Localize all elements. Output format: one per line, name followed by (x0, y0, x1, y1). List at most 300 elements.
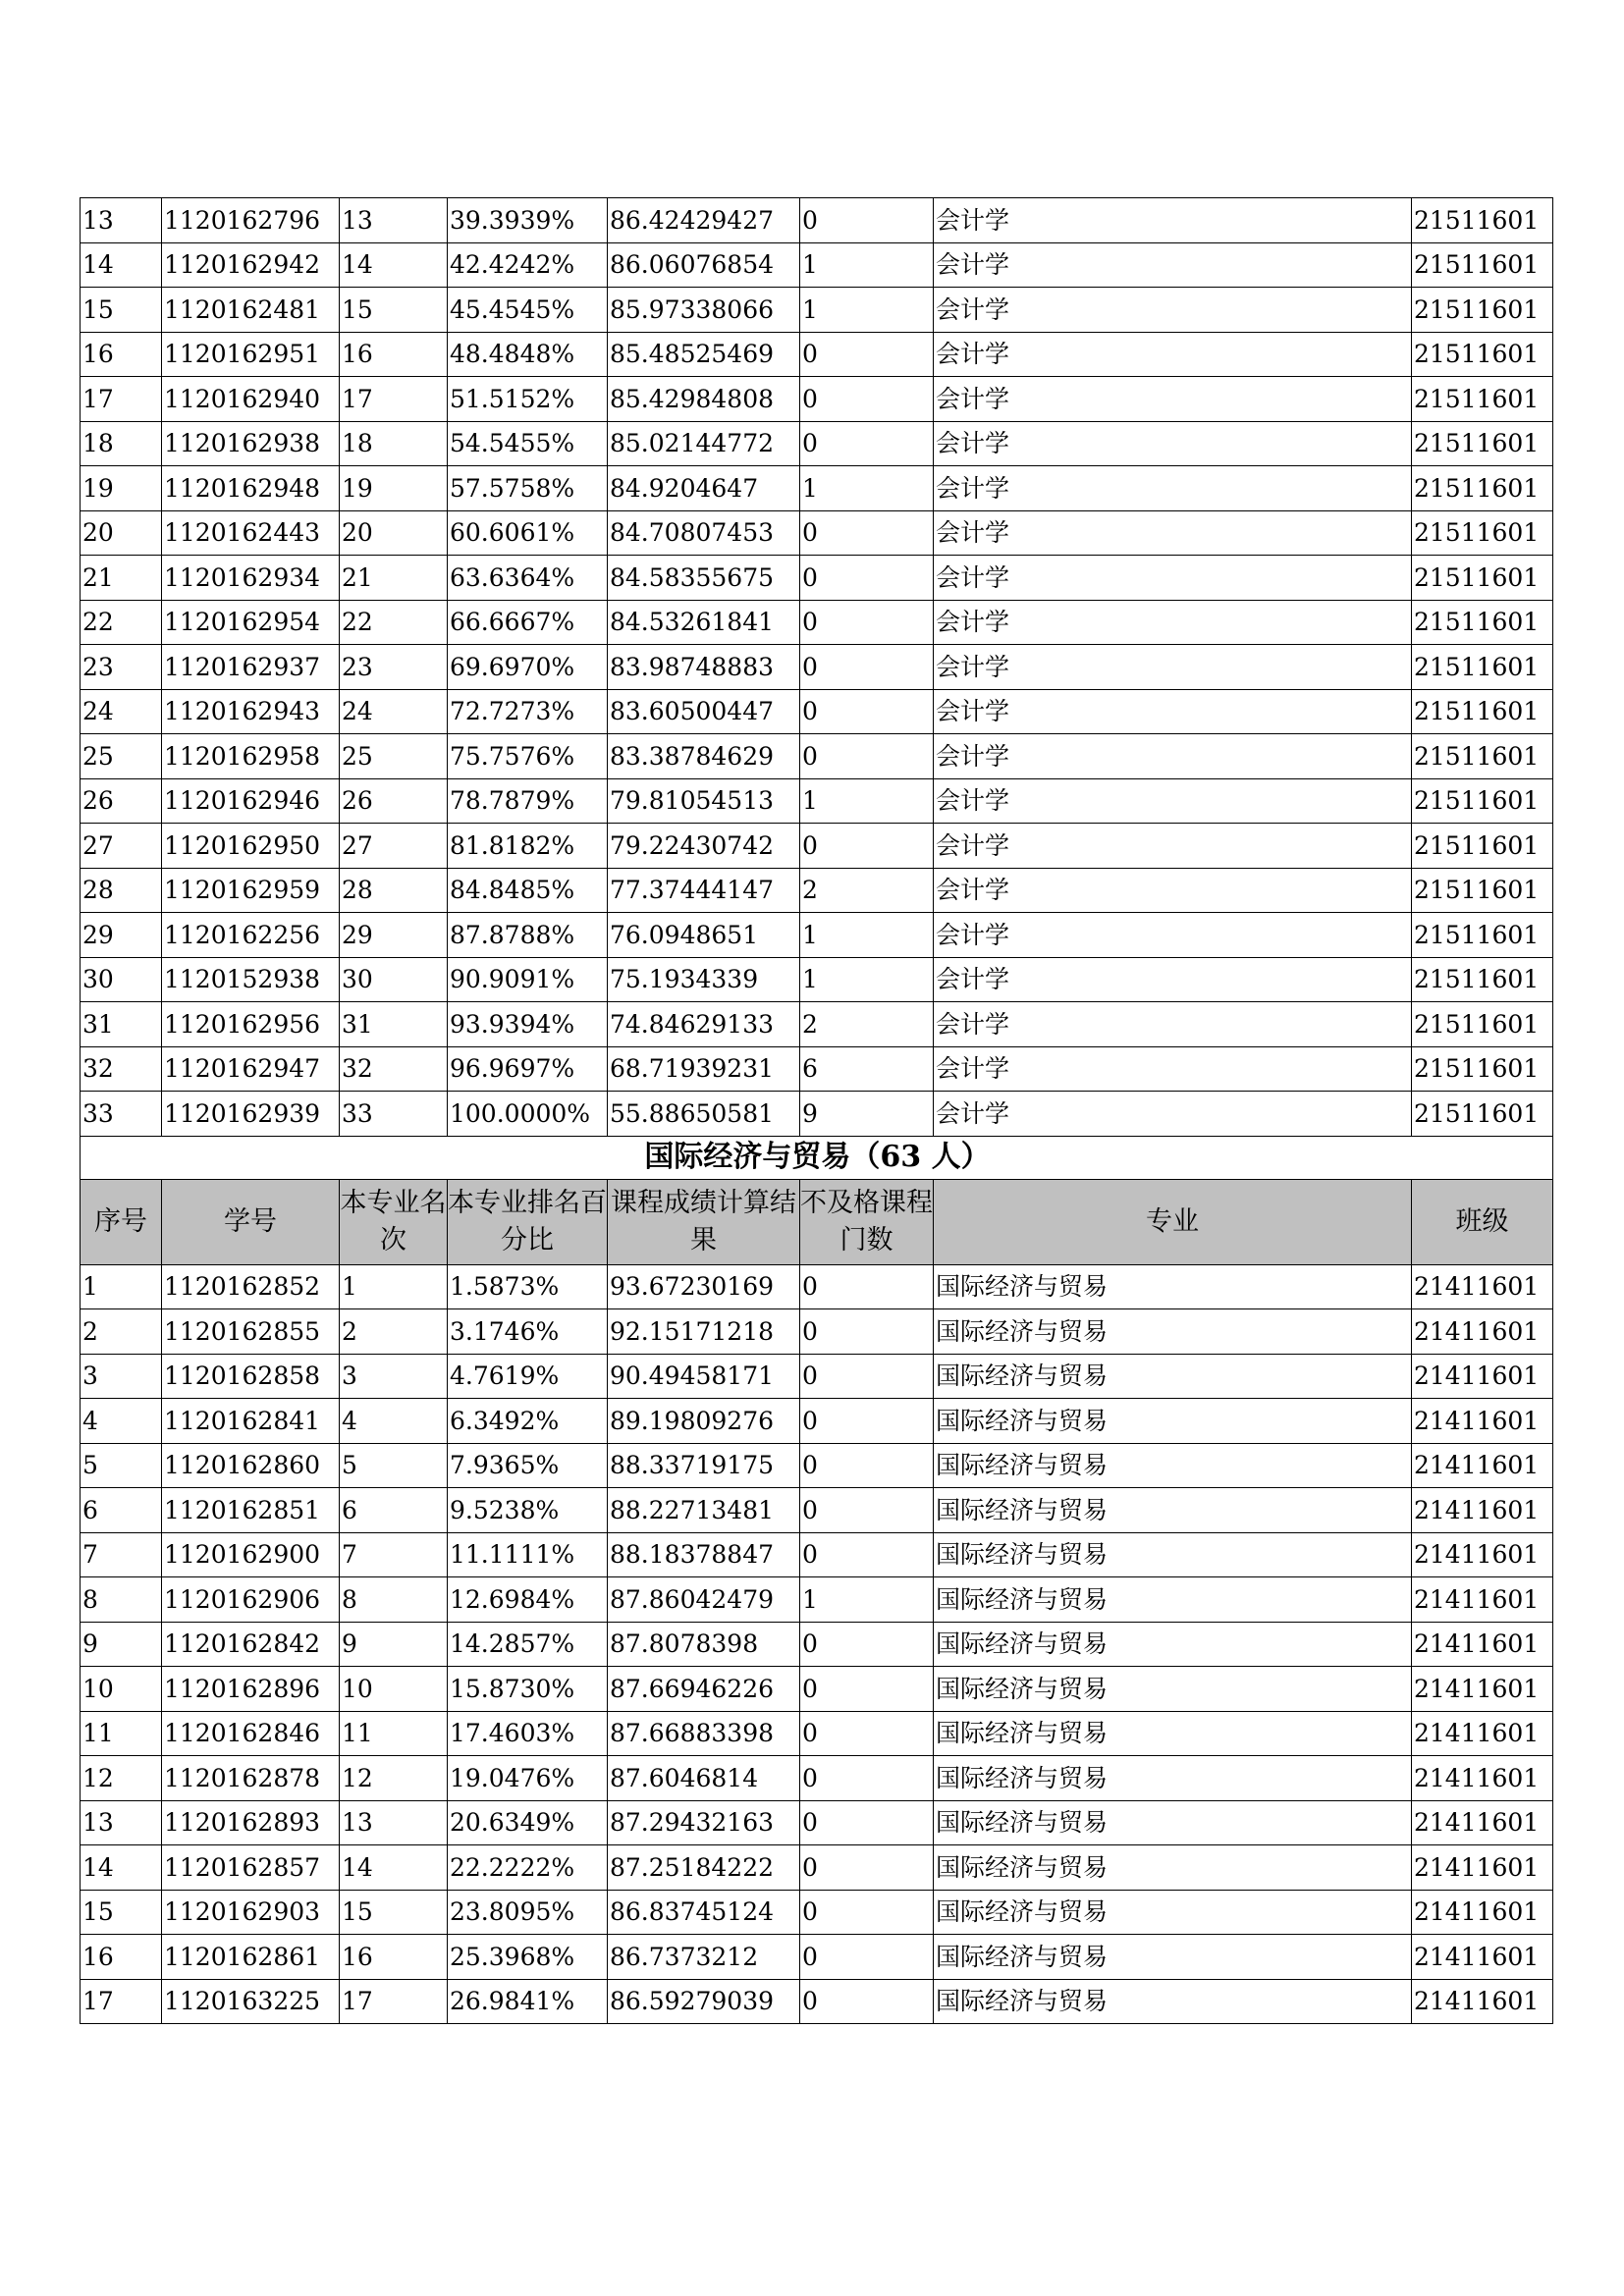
cell-rank-percent: 84.8485% (448, 868, 608, 913)
cell-index: 17 (81, 377, 162, 422)
cell-class: 21411601 (1412, 1488, 1553, 1533)
cell-failed-count: 0 (800, 198, 934, 243)
cell-rank: 17 (340, 377, 448, 422)
cell-class: 21411601 (1412, 1622, 1553, 1667)
cell-score: 88.33719175 (608, 1443, 800, 1488)
cell-major: 会计学 (934, 556, 1412, 601)
cell-major: 国际经济与贸易 (934, 1890, 1412, 1935)
cell-rank-percent: 100.0000% (448, 1092, 608, 1137)
header-class: 班级 (1412, 1179, 1553, 1264)
cell-rank: 26 (340, 778, 448, 824)
table-row (81, 288, 1553, 333)
cell-student-id: 1120162852 (162, 1264, 340, 1309)
table-row (81, 332, 1553, 377)
table-row (81, 1890, 1553, 1935)
table-row (81, 1845, 1553, 1891)
cell-failed-count: 0 (800, 510, 934, 556)
cell-rank: 30 (340, 957, 448, 1002)
cell-rank: 24 (340, 689, 448, 734)
header-major: 专业 (934, 1179, 1412, 1264)
cell-class: 21511601 (1412, 868, 1553, 913)
cell-index: 4 (81, 1399, 162, 1444)
cell-score: 84.53261841 (608, 600, 800, 645)
cell-class: 21411601 (1412, 1309, 1553, 1355)
cell-rank: 28 (340, 868, 448, 913)
cell-rank-percent: 1.5873% (448, 1264, 608, 1309)
cell-failed-count: 0 (800, 1800, 934, 1845)
cell-rank: 15 (340, 288, 448, 333)
cell-failed-count: 0 (800, 734, 934, 779)
cell-score: 86.7373212 (608, 1935, 800, 1980)
cell-rank-percent: 54.5455% (448, 421, 608, 466)
cell-rank: 15 (340, 1890, 448, 1935)
cell-class: 21411601 (1412, 1667, 1553, 1712)
cell-rank-percent: 22.2222% (448, 1845, 608, 1891)
cell-rank: 9 (340, 1622, 448, 1667)
cell-major: 会计学 (934, 778, 1412, 824)
cell-student-id: 1120162796 (162, 198, 340, 243)
cell-student-id: 1120162846 (162, 1711, 340, 1756)
cell-rank-percent: 72.7273% (448, 689, 608, 734)
cell-rank: 16 (340, 1935, 448, 1980)
table-row (81, 1800, 1553, 1845)
cell-major: 会计学 (934, 824, 1412, 869)
cell-rank: 11 (340, 1711, 448, 1756)
table-row (81, 421, 1553, 466)
table-row (81, 1002, 1553, 1047)
cell-major: 国际经济与贸易 (934, 1979, 1412, 2024)
cell-major: 会计学 (934, 1092, 1412, 1137)
cell-index: 6 (81, 1488, 162, 1533)
table-row (81, 556, 1553, 601)
cell-score: 84.58355675 (608, 556, 800, 601)
cell-student-id: 1120162443 (162, 510, 340, 556)
cell-failed-count: 0 (800, 689, 934, 734)
cell-student-id: 1120162956 (162, 1002, 340, 1047)
cell-index: 22 (81, 600, 162, 645)
table-row (81, 510, 1553, 556)
cell-index: 3 (81, 1354, 162, 1399)
cell-student-id: 1120162861 (162, 1935, 340, 1980)
table-row (81, 824, 1553, 869)
table-row (81, 1264, 1553, 1309)
table-row (81, 600, 1553, 645)
cell-failed-count: 0 (800, 1979, 934, 2024)
cell-major: 国际经济与贸易 (934, 1488, 1412, 1533)
cell-rank-percent: 75.7576% (448, 734, 608, 779)
cell-major: 会计学 (934, 957, 1412, 1002)
cell-rank-percent: 17.4603% (448, 1711, 608, 1756)
cell-major: 国际经济与贸易 (934, 1935, 1412, 1980)
cell-major: 会计学 (934, 377, 1412, 422)
cell-rank: 6 (340, 1488, 448, 1533)
table-row (81, 242, 1553, 288)
cell-rank: 33 (340, 1092, 448, 1137)
cell-student-id: 1120162934 (162, 556, 340, 601)
cell-student-id: 1120162851 (162, 1488, 340, 1533)
cell-score: 87.29432163 (608, 1800, 800, 1845)
cell-score: 86.06076854 (608, 242, 800, 288)
cell-rank-percent: 6.3492% (448, 1399, 608, 1444)
accounting-rows (81, 198, 1553, 1137)
cell-rank: 17 (340, 1979, 448, 2024)
cell-student-id: 1120162937 (162, 645, 340, 690)
cell-score: 86.42429427 (608, 198, 800, 243)
cell-score: 87.66946226 (608, 1667, 800, 1712)
cell-failed-count: 1 (800, 242, 934, 288)
cell-major: 会计学 (934, 466, 1412, 511)
cell-student-id: 1120162896 (162, 1667, 340, 1712)
cell-class: 21511601 (1412, 242, 1553, 288)
cell-score: 84.9204647 (608, 466, 800, 511)
cell-student-id: 1120162939 (162, 1092, 340, 1137)
cell-student-id: 1120162256 (162, 913, 340, 958)
cell-class: 21511601 (1412, 421, 1553, 466)
cell-major: 国际经济与贸易 (934, 1532, 1412, 1577)
cell-student-id: 1120162943 (162, 689, 340, 734)
cell-major: 会计学 (934, 1046, 1412, 1092)
table-row (81, 1488, 1553, 1533)
header-score: 课程成绩计算结果 (608, 1179, 800, 1264)
cell-class: 21511601 (1412, 510, 1553, 556)
cell-index: 17 (81, 1979, 162, 2024)
cell-score: 87.6046814 (608, 1756, 800, 1801)
table-row (81, 1309, 1553, 1355)
cell-failed-count: 0 (800, 421, 934, 466)
table-row (81, 1577, 1553, 1623)
cell-failed-count: 9 (800, 1092, 934, 1137)
cell-student-id: 1120162903 (162, 1890, 340, 1935)
cell-score: 85.48525469 (608, 332, 800, 377)
cell-score: 88.18378847 (608, 1532, 800, 1577)
header-index: 序号 (81, 1179, 162, 1264)
cell-index: 21 (81, 556, 162, 601)
cell-rank: 7 (340, 1532, 448, 1577)
cell-major: 国际经济与贸易 (934, 1845, 1412, 1891)
cell-class: 21511601 (1412, 957, 1553, 1002)
table-row (81, 1399, 1553, 1444)
table-row (81, 1711, 1553, 1756)
cell-index: 32 (81, 1046, 162, 1092)
cell-index: 2 (81, 1309, 162, 1355)
cell-major: 国际经济与贸易 (934, 1756, 1412, 1801)
cell-rank: 32 (340, 1046, 448, 1092)
cell-index: 30 (81, 957, 162, 1002)
cell-student-id: 1120162481 (162, 288, 340, 333)
cell-class: 21411601 (1412, 1979, 1553, 2024)
cell-rank: 20 (340, 510, 448, 556)
cell-index: 28 (81, 868, 162, 913)
cell-class: 21511601 (1412, 778, 1553, 824)
cell-index: 15 (81, 288, 162, 333)
cell-rank-percent: 26.9841% (448, 1979, 608, 2024)
cell-failed-count: 1 (800, 1577, 934, 1623)
cell-student-id: 1120162948 (162, 466, 340, 511)
cell-score: 79.22430742 (608, 824, 800, 869)
cell-index: 31 (81, 1002, 162, 1047)
cell-major: 国际经济与贸易 (934, 1399, 1412, 1444)
cell-student-id: 1120162855 (162, 1309, 340, 1355)
cell-rank: 31 (340, 1002, 448, 1047)
cell-class: 21511601 (1412, 689, 1553, 734)
cell-rank-percent: 11.1111% (448, 1532, 608, 1577)
section-title-row (81, 1136, 1553, 1179)
cell-score: 76.0948651 (608, 913, 800, 958)
cell-class: 21511601 (1412, 1092, 1553, 1137)
table-row (81, 1532, 1553, 1577)
cell-rank: 5 (340, 1443, 448, 1488)
cell-rank-percent: 39.3939% (448, 198, 608, 243)
cell-rank: 3 (340, 1354, 448, 1399)
cell-failed-count: 1 (800, 778, 934, 824)
cell-rank-percent: 4.7619% (448, 1354, 608, 1399)
cell-failed-count: 1 (800, 466, 934, 511)
cell-student-id: 1120162946 (162, 778, 340, 824)
cell-rank-percent: 19.0476% (448, 1756, 608, 1801)
cell-failed-count: 0 (800, 1845, 934, 1891)
cell-score: 88.22713481 (608, 1488, 800, 1533)
cell-failed-count: 0 (800, 1711, 934, 1756)
table-row (81, 1046, 1553, 1092)
cell-index: 24 (81, 689, 162, 734)
cell-rank-percent: 45.4545% (448, 288, 608, 333)
cell-failed-count: 0 (800, 600, 934, 645)
cell-major: 会计学 (934, 242, 1412, 288)
cell-rank: 27 (340, 824, 448, 869)
cell-student-id: 1120162906 (162, 1577, 340, 1623)
table-row (81, 1756, 1553, 1801)
table-row (81, 1667, 1553, 1712)
cell-failed-count: 0 (800, 377, 934, 422)
cell-class: 21511601 (1412, 332, 1553, 377)
cell-class: 21511601 (1412, 645, 1553, 690)
cell-class: 21511601 (1412, 600, 1553, 645)
cell-score: 92.15171218 (608, 1309, 800, 1355)
cell-score: 79.81054513 (608, 778, 800, 824)
cell-student-id: 1120162942 (162, 242, 340, 288)
cell-rank-percent: 23.8095% (448, 1890, 608, 1935)
cell-failed-count: 0 (800, 824, 934, 869)
cell-rank: 1 (340, 1264, 448, 1309)
cell-class: 21511601 (1412, 466, 1553, 511)
cell-index: 27 (81, 824, 162, 869)
cell-failed-count: 0 (800, 556, 934, 601)
cell-index: 15 (81, 1890, 162, 1935)
international-trade-rows (81, 1264, 1553, 2024)
cell-class: 21411601 (1412, 1845, 1553, 1891)
cell-failed-count: 0 (800, 1890, 934, 1935)
cell-failed-count: 0 (800, 1309, 934, 1355)
cell-class: 21411601 (1412, 1935, 1553, 1980)
cell-index: 20 (81, 510, 162, 556)
cell-class: 21511601 (1412, 1046, 1553, 1092)
table-row (81, 1979, 1553, 2024)
cell-class: 21511601 (1412, 1002, 1553, 1047)
cell-failed-count: 6 (800, 1046, 934, 1092)
cell-major: 国际经济与贸易 (934, 1800, 1412, 1845)
cell-failed-count: 0 (800, 1622, 934, 1667)
column-header-row (81, 1179, 1553, 1264)
cell-class: 21511601 (1412, 824, 1553, 869)
cell-rank-percent: 66.6667% (448, 600, 608, 645)
cell-rank-percent: 14.2857% (448, 1622, 608, 1667)
cell-class: 21511601 (1412, 377, 1553, 422)
cell-student-id: 1120162947 (162, 1046, 340, 1092)
cell-score: 89.19809276 (608, 1399, 800, 1444)
cell-score: 87.86042479 (608, 1577, 800, 1623)
cell-index: 9 (81, 1622, 162, 1667)
cell-index: 14 (81, 242, 162, 288)
cell-student-id: 1120163225 (162, 1979, 340, 2024)
cell-rank-percent: 93.9394% (448, 1002, 608, 1047)
header-rank-percent: 本专业排名百分比 (448, 1179, 608, 1264)
cell-index: 12 (81, 1756, 162, 1801)
cell-rank: 16 (340, 332, 448, 377)
cell-major: 会计学 (934, 913, 1412, 958)
table-row (81, 957, 1553, 1002)
cell-major: 会计学 (934, 1002, 1412, 1047)
cell-index: 11 (81, 1711, 162, 1756)
cell-student-id: 1120162858 (162, 1354, 340, 1399)
table-row (81, 1354, 1553, 1399)
cell-index: 33 (81, 1092, 162, 1137)
cell-score: 87.8078398 (608, 1622, 800, 1667)
cell-rank: 18 (340, 421, 448, 466)
table-row (81, 1443, 1553, 1488)
cell-student-id: 1120162857 (162, 1845, 340, 1891)
cell-student-id: 1120162842 (162, 1622, 340, 1667)
cell-index: 16 (81, 332, 162, 377)
cell-failed-count: 0 (800, 1354, 934, 1399)
cell-failed-count: 1 (800, 913, 934, 958)
table-row (81, 778, 1553, 824)
cell-major: 会计学 (934, 510, 1412, 556)
cell-failed-count: 0 (800, 1532, 934, 1577)
cell-index: 16 (81, 1935, 162, 1980)
cell-score: 84.70807453 (608, 510, 800, 556)
cell-score: 87.25184222 (608, 1845, 800, 1891)
cell-rank: 14 (340, 1845, 448, 1891)
cell-major: 会计学 (934, 689, 1412, 734)
cell-rank: 2 (340, 1309, 448, 1355)
cell-class: 21411601 (1412, 1890, 1553, 1935)
cell-rank-percent: 96.9697% (448, 1046, 608, 1092)
cell-index: 29 (81, 913, 162, 958)
cell-index: 13 (81, 1800, 162, 1845)
cell-student-id: 1120162893 (162, 1800, 340, 1845)
cell-failed-count: 0 (800, 1399, 934, 1444)
cell-score: 85.42984808 (608, 377, 800, 422)
cell-rank: 13 (340, 198, 448, 243)
cell-class: 21511601 (1412, 556, 1553, 601)
cell-rank-percent: 15.8730% (448, 1667, 608, 1712)
cell-student-id: 1120162950 (162, 824, 340, 869)
cell-rank-percent: 63.6364% (448, 556, 608, 601)
cell-score: 86.83745124 (608, 1890, 800, 1935)
cell-class: 21511601 (1412, 198, 1553, 243)
cell-class: 21511601 (1412, 288, 1553, 333)
cell-major: 国际经济与贸易 (934, 1443, 1412, 1488)
cell-rank-percent: 81.8182% (448, 824, 608, 869)
cell-student-id: 1120152938 (162, 957, 340, 1002)
cell-failed-count: 0 (800, 1443, 934, 1488)
cell-rank-percent: 78.7879% (448, 778, 608, 824)
cell-major: 国际经济与贸易 (934, 1622, 1412, 1667)
cell-class: 21411601 (1412, 1577, 1553, 1623)
cell-score: 83.60500447 (608, 689, 800, 734)
cell-class: 21411601 (1412, 1264, 1553, 1309)
cell-major: 会计学 (934, 332, 1412, 377)
table-row (81, 689, 1553, 734)
cell-major: 会计学 (934, 600, 1412, 645)
table-row (81, 913, 1553, 958)
cell-rank-percent: 42.4242% (448, 242, 608, 288)
cell-index: 1 (81, 1264, 162, 1309)
cell-rank: 10 (340, 1667, 448, 1712)
cell-score: 83.98748883 (608, 645, 800, 690)
cell-student-id: 1120162951 (162, 332, 340, 377)
cell-index: 13 (81, 198, 162, 243)
cell-failed-count: 0 (800, 1667, 934, 1712)
cell-rank: 12 (340, 1756, 448, 1801)
cell-score: 90.49458171 (608, 1354, 800, 1399)
cell-rank: 4 (340, 1399, 448, 1444)
cell-rank-percent: 12.6984% (448, 1577, 608, 1623)
cell-index: 19 (81, 466, 162, 511)
table-row (81, 198, 1553, 243)
cell-failed-count: 1 (800, 957, 934, 1002)
cell-major: 国际经济与贸易 (934, 1264, 1412, 1309)
table-row (81, 466, 1553, 511)
cell-rank-percent: 69.6970% (448, 645, 608, 690)
cell-score: 86.59279039 (608, 1979, 800, 2024)
cell-rank-percent: 9.5238% (448, 1488, 608, 1533)
cell-rank: 13 (340, 1800, 448, 1845)
cell-failed-count: 0 (800, 645, 934, 690)
cell-major: 国际经济与贸易 (934, 1711, 1412, 1756)
cell-class: 21411601 (1412, 1443, 1553, 1488)
cell-student-id: 1120162958 (162, 734, 340, 779)
cell-rank-percent: 48.4848% (448, 332, 608, 377)
cell-major: 国际经济与贸易 (934, 1309, 1412, 1355)
cell-failed-count: 1 (800, 288, 934, 333)
cell-class: 21411601 (1412, 1399, 1553, 1444)
cell-index: 14 (81, 1845, 162, 1891)
cell-failed-count: 0 (800, 1264, 934, 1309)
cell-index: 10 (81, 1667, 162, 1712)
header-student-id: 学号 (162, 1179, 340, 1264)
cell-major: 会计学 (934, 421, 1412, 466)
cell-class: 21411601 (1412, 1756, 1553, 1801)
cell-score: 55.88650581 (608, 1092, 800, 1137)
table-row (81, 645, 1553, 690)
cell-failed-count: 0 (800, 1488, 934, 1533)
cell-student-id: 1120162940 (162, 377, 340, 422)
cell-score: 74.84629133 (608, 1002, 800, 1047)
cell-rank: 29 (340, 913, 448, 958)
cell-score: 83.38784629 (608, 734, 800, 779)
cell-student-id: 1120162900 (162, 1532, 340, 1577)
cell-rank: 21 (340, 556, 448, 601)
cell-rank-percent: 57.5758% (448, 466, 608, 511)
cell-index: 7 (81, 1532, 162, 1577)
cell-rank-percent: 90.9091% (448, 957, 608, 1002)
section-title: 国际经济与贸易（63 人） (81, 1136, 1553, 1179)
cell-class: 21511601 (1412, 734, 1553, 779)
cell-class: 21511601 (1412, 913, 1553, 958)
cell-score: 68.71939231 (608, 1046, 800, 1092)
cell-failed-count: 0 (800, 1935, 934, 1980)
